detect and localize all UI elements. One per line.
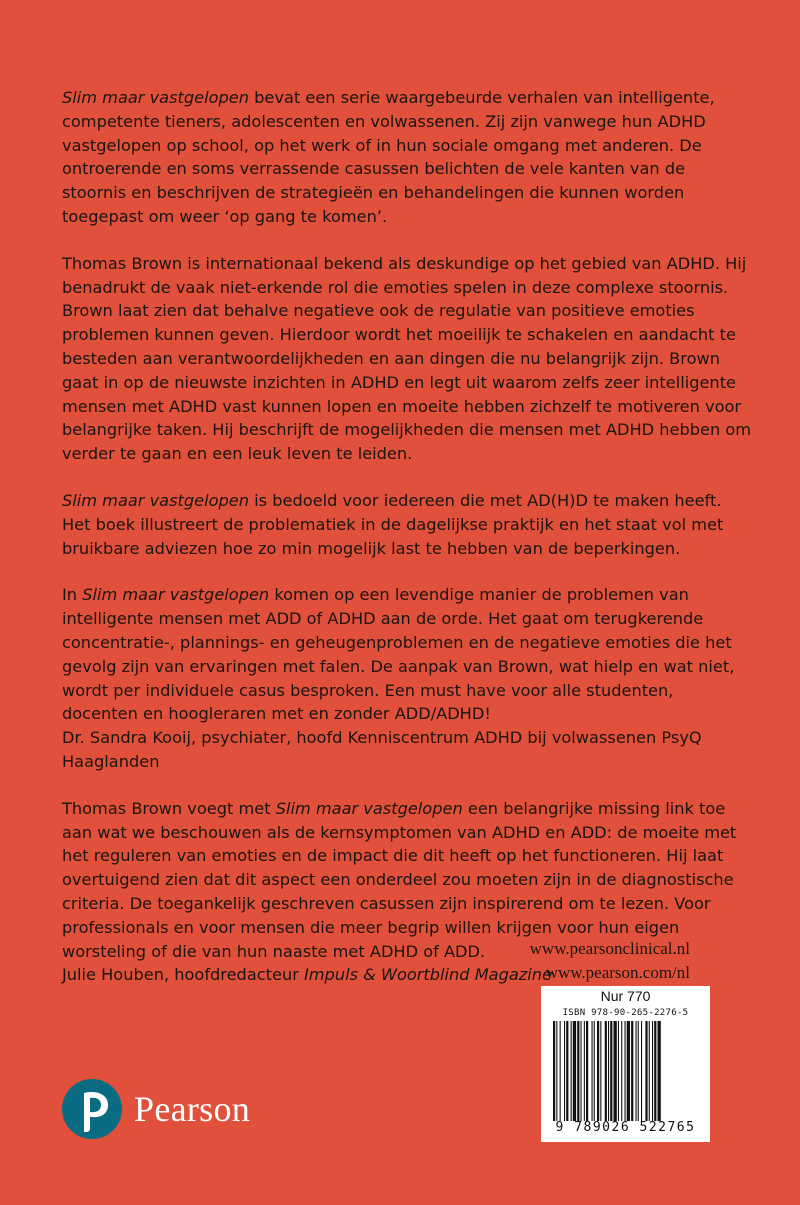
pearson-wordmark: Pearson [134, 1089, 251, 1129]
back-cover-text [62, 86, 752, 987]
quote-text: In Slim maar vastgelopen komen op een levendige manier de problemen van intelligente mensen met ADD of ADHD aan de orde. Het gaat om terugkerende concentratie-, plannings- en geheugenproblemen en de negatieve emoties die het gevolg zijn van ervaringen met falen. De aanpak van Brown, wat hielp en wat niet, wordt per individuele casus besproken. Een must have voor alle studenten, docenten en hoogleraren met en zonder ADD/ADHD! [62, 585, 735, 724]
paragraph-audience: Slim maar vastgelopen is bedoeld voor iedereen die met AD(H)D te maken heeft. Het boek illustreert de problematiek in de dagelijkse praktijk en het staat vol met bruikbare adviezen hoe zo min mogelijk last te hebben van de beperkingen. [62, 490, 724, 558]
publisher-urls [530, 937, 690, 985]
book-title: Slim maar vastgelopen [62, 88, 250, 107]
book-title: Slim maar vastgelopen [82, 585, 270, 605]
pearson-p-icon [62, 1079, 122, 1139]
quote-text: Thomas Brown voegt met Slim maar vastgelopen een belangrijke missing link toe aan wat we beschouwen als de kernsymptomen van ADHD en ADD: de moeite met het reguleren van emoties en de impact die dit heeft op het functioneren. Hij laat overtuigend zien dat dit aspect een onderdeel zou moeten zijn in de diagnostische criteria. De toegankelijk geschreven casussen zijn inspirerend om te lezen. Voor professionals en voor mensen die meer begrip willen krijgen voor hun eigen worsteling of die van hun naaste met ADHD of ADD. [62, 798, 737, 961]
barcode-digits: 9 789026 522765 [555, 1120, 696, 1135]
nur-code: Nur 770 [600, 988, 651, 1004]
quote-attribution: Julie Houben, hoofdredacteur Impuls & Woortblind Magazine [62, 965, 552, 985]
quote-attribution: Dr. Sandra Kooij, psychiater, hoofd Kenniscentrum ADHD bij volwassenen PsyQ Haaglanden [62, 728, 702, 771]
book-title: Slim maar vastgelopen [62, 490, 250, 510]
paragraph-intro: Slim maar vastgelopen bevat een serie waargebeurde verhalen van intelligente, competente tieners, adolescenten en volwassenen. Zij zijn vanwege hun ADHD vastgelopen op school, op het werk of in hun sociale omgang met anderen. De ontroerende en soms verrassende casussen belichten de vele kanten van de stoornis en beschrijven de strategieën en behandelingen die kunnen worden toegepast om weer ‘op gang te komen’. [62, 88, 715, 226]
barcode-label [541, 986, 710, 1142]
magazine-title: Impuls & Woortblind Magazine [304, 965, 552, 985]
quote-kooij [62, 583, 752, 773]
book-title: Slim maar vastgelopen [275, 798, 463, 818]
paragraph-author: Thomas Brown is internationaal bekend als deskundige op het gebied van ADHD. Hij benadrukt de vaak niet-erkende rol die emoties spelen in deze complexe stoornis. Brown laat zien dat behalve negatieve ook de regulatie van positieve emoties problemen kunnen geven. Hierdoor wordt het moeilijk te schakelen en aandacht te besteden aan verantwoordelijkheden en aan dingen die nu belangrijk zijn. Brown gaat in op de nieuwste inzichten in ADHD en legt uit waarom zelfs zeer intelligente mensen met ADHD vast kunnen lopen en moeite hebben zichzelf te motiveren voor belangrijke taken. Hij beschrijft de mogelijkheden die mensen met ADHD hebben om verder te gaan en een leuk leven te leiden. [62, 253, 752, 464]
pearson-logo [62, 1077, 250, 1141]
url-link[interactable]: www.pearson.com/nl [545, 963, 690, 982]
isbn-text: ISBN 978-90-265-2276-5 [562, 1008, 689, 1018]
barcode-bars [551, 1021, 701, 1121]
url-link[interactable]: www.pearsonclinical.nl [529, 939, 690, 958]
